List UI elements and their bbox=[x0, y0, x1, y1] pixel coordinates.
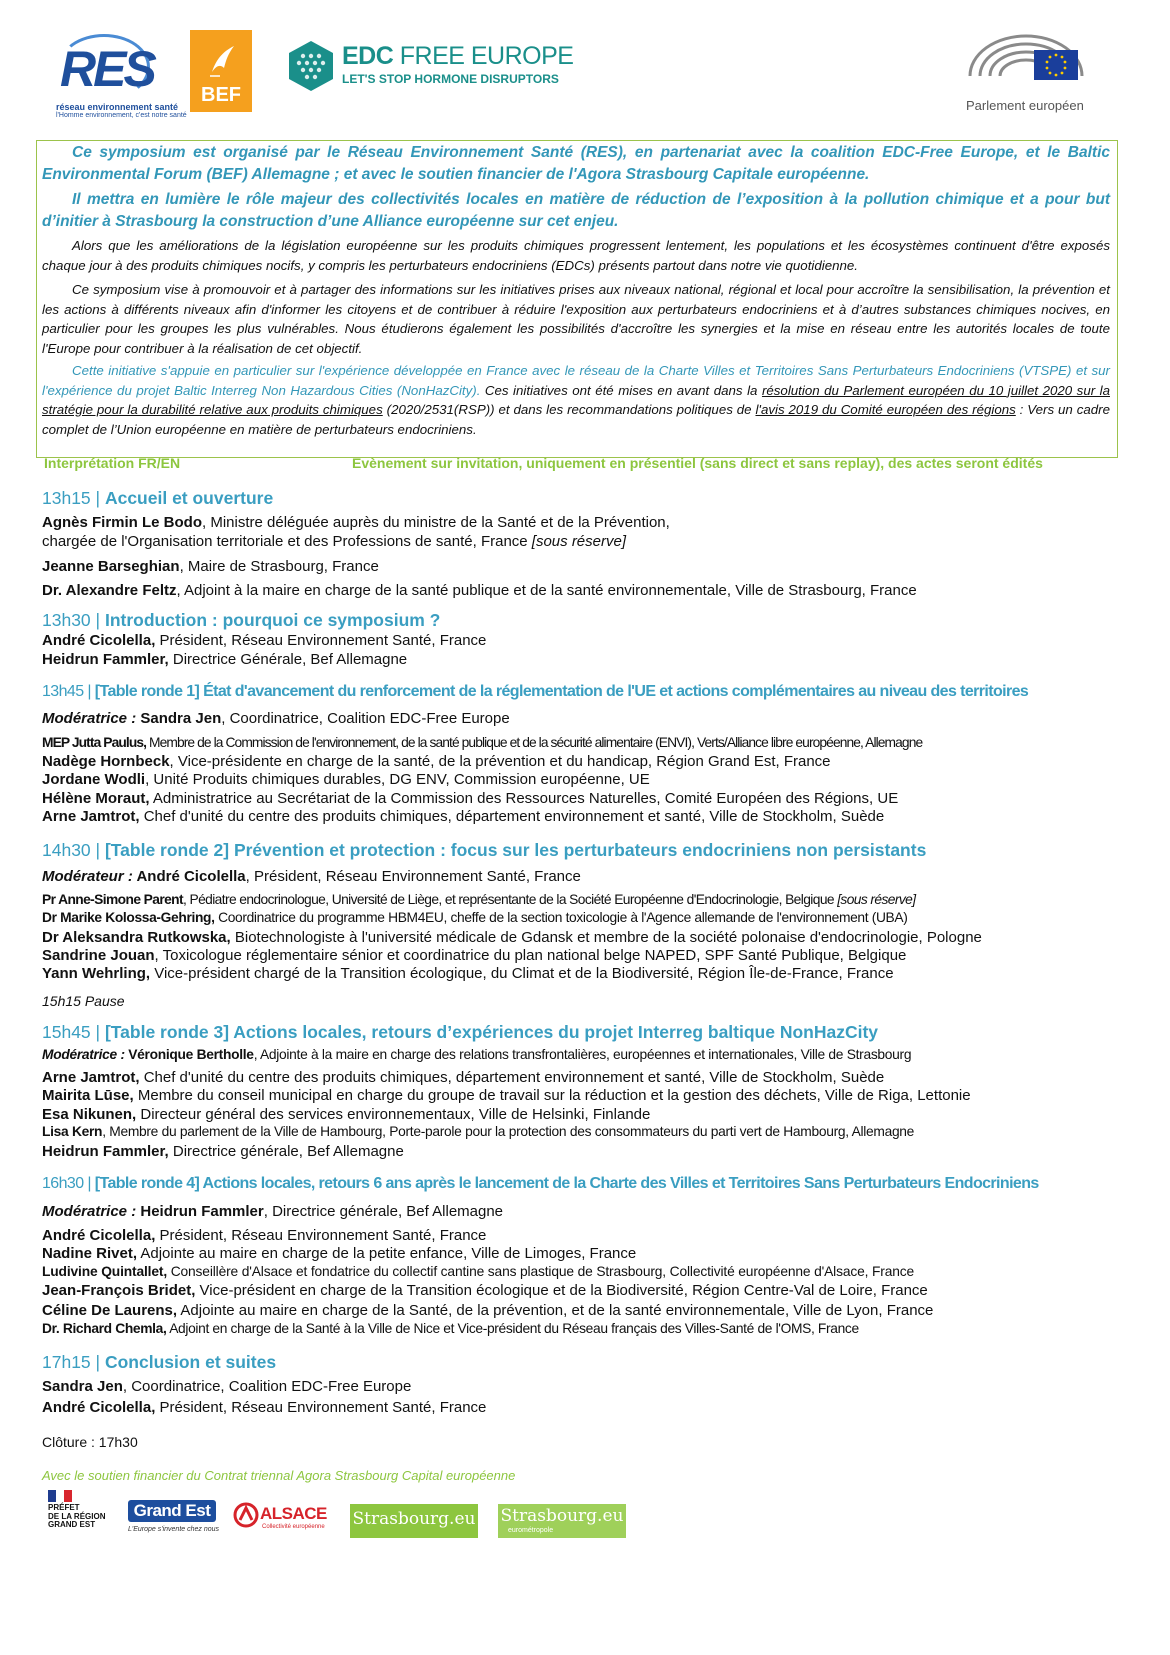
intro-paragraph-1: Ce symposium est organisé par le Réseau Environnement Santé (RES), en partenariat avec la coalition EDC-Free Europe, et le Baltic Environmental Forum (BEF) Allemagne ; et avec le soutien financier de l'Agora Strasbourg Capitale européenne. bbox=[42, 144, 1110, 183]
intro-paragraph-3: Alors que les améliorations de la législation européenne sur les produits chimiques progressent lentement, les populations et les écosystèmes continuent d'être exposés chaque jour à des produits chimiques nocifs, y compris les perturbateurs endocriniens (EDCs) présents partout dans notre vie quotidienne. bbox=[42, 238, 1110, 273]
support-note: Avec le soutien financier du Contrat triennal Agora Strasbourg Capital européenne bbox=[42, 1468, 516, 1483]
session-7-heading: 17h15 | Conclusion et suites bbox=[42, 1352, 277, 1372]
speaker-line: Arne Jamtrot, Chef d'unité du centre des produits chimiques, département environnement et santé, Ville de Stockholm, Suède bbox=[42, 1069, 885, 1086]
speaker-line: Dr Marike Kolossa-Gehring, Coordinatrice du programme HBM4EU, cheffe de la section toxicologie à l'Agence allemande de l'environnement (UBA) bbox=[42, 910, 908, 925]
parliament-hemicycle-icon bbox=[966, 26, 1086, 90]
speaker-line: Dr Aleksandra Rutkowska, Biotechnologiste à l'université médicale de Gdansk et membre de la société polonaise d'endocrinologie, Pologne bbox=[42, 929, 982, 946]
session-5-heading: 15h45 | [Table ronde 3] Actions locales, retours d’expériences du projet Interreg baltique NonHazCity bbox=[42, 1022, 879, 1042]
res-logo-tagline: l'Homme environnement, c'est notre santé bbox=[56, 112, 187, 119]
resolution-link[interactable]: résolution du Parlement européen du 10 juillet 2020 sur la stratégie pour la durabilité relative aux produits chimiques bbox=[42, 382, 1110, 417]
moderator-line: Modérateur : André Cicolella, Président, Réseau Environnement Santé, France bbox=[42, 868, 581, 885]
speaker-line: Céline De Laurens, Adjointe au maire en charge de la Santé, de la prévention, et de la santé environnementale, Ville de Lyon, France bbox=[42, 1302, 934, 1319]
speaker-line: chargée de l'Organisation territoriale et des Professions de santé, France [sous réserve] bbox=[42, 533, 627, 550]
speaker-line: Ludivine Quintallet, Conseillère d'Alsace et fondatrice du collectif cantine sans plastique de Strasbourg, Collectivité européenne d'Alsace, France bbox=[42, 1264, 915, 1279]
hexagon-icon bbox=[288, 40, 334, 92]
session-2-heading: 13h30 | Introduction : pourquoi ce symposium ? bbox=[42, 610, 441, 630]
speaker-line: Agnès Firmin Le Bodo, Ministre déléguée auprès du ministre de la Santé et de la Prévention, bbox=[42, 514, 670, 531]
speaker-line: André Cicolella, Président, Réseau Environnement Santé, France bbox=[42, 1399, 487, 1416]
strasbourg-logo bbox=[350, 1504, 478, 1538]
res-logo-letters: RES bbox=[60, 41, 154, 97]
prefet-line-3: GRAND EST bbox=[48, 1520, 96, 1529]
speaker-line: Jeanne Barseghian, Maire de Strasbourg, France bbox=[42, 558, 379, 575]
alsace-tagline: Collectivité européenne bbox=[262, 1524, 325, 1530]
speaker-line: Dr. Alexandre Feltz, Adjoint à la maire en charge de la santé publique et de la santé environnementale, Ville de Strasbourg, France bbox=[42, 582, 917, 599]
alsace-logo bbox=[232, 1502, 332, 1536]
french-flag-icon bbox=[48, 1490, 72, 1502]
session-1-heading: 13h15 | Accueil et ouverture bbox=[42, 488, 274, 508]
european-parliament-logo bbox=[960, 22, 1100, 118]
speaker-line: Lisa Kern, Membre du parlement de la Ville de Hambourg, Porte-parole pour la protection des consommateurs du parti vert de Hambourg, Allemagne bbox=[42, 1124, 915, 1139]
speaker-line: André Cicolella, Président, Réseau Environnement Santé, France bbox=[42, 632, 487, 649]
speaker-line: Mairita Lūse, Membre du conseil municipal en charge du groupe de travail sur la réduction et la gestion des déchets, Ville de Riga, Lettonie bbox=[42, 1087, 971, 1104]
moderator-line: Modératrice : Heidrun Fammler, Directrice générale, Bef Allemagne bbox=[42, 1203, 504, 1220]
speaker-line: Dr. Richard Chemla, Adjoint en charge de la Santé à la Ville de Nice et Vice-président du Réseau français des Villes-Santé de l'OMS, France bbox=[42, 1321, 859, 1336]
ep-logo-text: Parlement européen bbox=[966, 98, 1084, 113]
interpretation-note: Interprétation FR/EN bbox=[44, 455, 181, 471]
strasbourg-eurometropole-logo bbox=[498, 1504, 626, 1538]
speaker-line: Heidrun Fammler, Directrice générale, Bef Allemagne bbox=[42, 1143, 404, 1160]
moderator-line: Modératrice : Sandra Jen, Coordinatrice, Coalition EDC-Free Europe bbox=[42, 710, 510, 727]
edc-logo-tagline: LET'S STOP HORMONE DISRUPTORS bbox=[342, 72, 559, 86]
alsace-wordmark: ALSACE bbox=[260, 1504, 327, 1523]
session-4-heading: 14h30 | [Table ronde 2] Prévention et protection : focus sur les perturbateurs endocriniens non persistants bbox=[42, 840, 927, 860]
speaker-line: Yann Wehrling, Vice-président chargé de la Transition écologique, du Climat et de la Biodiversité, Région Île-de-France, France bbox=[42, 965, 894, 982]
speaker-line: Hélène Moraut, Administratrice au Secrétariat de la Commission des Ressources Naturelles, Comité Européen des Régions, UE bbox=[42, 790, 899, 807]
grand-est-tagline: L'Europe s'invente chez nous bbox=[128, 1526, 220, 1533]
event-note: Evènement sur invitation, uniquement en présentiel (sans direct et sans replay), des actes seront édités bbox=[352, 455, 1043, 471]
speaker-line: Nadine Rivet, Adjointe au maire en charge de la petite enfance, Ville de Limoges, France bbox=[42, 1245, 637, 1262]
pause-note: 15h15 Pause bbox=[42, 993, 125, 1009]
intro-paragraph-2: Il mettra en lumière le rôle majeur des collectivités locales en matière de réduction de l’exposition à la pollution chimique et a pour but d’initier à Strasbourg la construction d’une Alliance européenne sur cet enjeu. bbox=[42, 191, 1110, 230]
edc-free-europe-logo bbox=[288, 40, 574, 94]
strasbourg-wordmark: Strasbourg.eu bbox=[352, 1509, 476, 1529]
intro-paragraph-5: Cette initiative s'appuie en particulier sur l'expérience développée en France avec le réseau de la Charte Villes et Territoires Sans Perturbateurs Endocriniens (VTSPE) et sur l'expérience du projet Baltic Interreg Non Hazardous Cities (NonHazCity). Ces initiatives ont été mises en avant dans la résolution du Parlement européen du 10 juillet 2020 sur la stratégie pour la durabilité relative aux produits chimiques (2020/2531(RSP)) et dans les recommandations politiques de l'avis 2019 du Comité européen des régions : Vers un cadre complet de l’Union européenne en matière de perturbateurs endocriniens. bbox=[42, 363, 1110, 437]
speaker-line: Heidrun Fammler, Directrice Générale, Bef Allemagne bbox=[42, 651, 408, 668]
strasbourg-eurometropole-wordmark: Strasbourg.eu bbox=[500, 1506, 624, 1526]
session-3-heading: 13h45 | [Table ronde 1] État d'avancement du renforcement de la réglementation de l'UE et actions complémentaires au niveau des territoires bbox=[42, 683, 1029, 700]
grand-est-wordmark: Grand Est bbox=[128, 1500, 216, 1522]
res-logo bbox=[52, 26, 187, 119]
speaker-line: Arne Jamtrot, Chef d'unité du centre des produits chimiques, département environnement et santé, Ville de Stockholm, Suède bbox=[42, 808, 885, 825]
speaker-line: Pr Anne-Simone Parent, Pédiatre endocrinologue, Université de Liège, et représentante de la Société Européenne d'Endocrinologie, Belgique [sous réserve] bbox=[42, 892, 916, 907]
edc-logo-title: EDC FREE EUROPE bbox=[342, 42, 574, 70]
speaker-line: MEP Jutta Paulus, Membre de la Commission de l'environnement, de la santé publique et de la sécurité alimentaire (ENVI), Verts/Alliance libre européenne, Allemagne bbox=[42, 735, 923, 750]
moderator-line: Modératrice : Véronique Bertholle, Adjointe à la maire en charge des relations transfrontalières, européennes et internationales, Ville de Strasbourg bbox=[42, 1047, 912, 1062]
prefet-line-2: DE LA RÉGION bbox=[48, 1511, 106, 1521]
res-logo-caption: réseau environnement santé bbox=[56, 102, 179, 112]
speaker-line: Sandra Jen, Coordinatrice, Coalition EDC-Free Europe bbox=[42, 1378, 412, 1395]
prefet-line-1: PRÉFET bbox=[48, 1503, 80, 1512]
grand-est-logo bbox=[128, 1500, 220, 1538]
closing-note: Clôture : 17h30 bbox=[42, 1434, 138, 1450]
alsace-emblem-icon bbox=[232, 1502, 260, 1528]
prefet-grand-est-logo bbox=[46, 1490, 112, 1550]
intro-paragraph-4: Ce symposium vise à promouvoir et à partager des informations sur les initiatives prises aux niveaux national, régional et local pour accroître la sensibilisation, la prévention et les actions à différents niveaux afin d'informer les citoyens et de contribuer à réduire l'exposition aux perturbateurs endocriniens et à d’autres substances chimiques nocives, en particulier pour les groupes les plus vulnérables. Nous étudierons également les possibilités d'accroître les synergies et la mise en réseau entre les autorités locales de toute l'Europe pour contribuer à la réalisation de cet objectif. bbox=[42, 282, 1110, 356]
bef-logo-text: BEF bbox=[201, 84, 241, 106]
speaker-line: Esa Nikunen, Directeur général des services environnementaux, Ville de Helsinki, Finlande bbox=[42, 1106, 651, 1123]
bird-icon bbox=[206, 42, 236, 78]
speaker-line: Jean-François Bridet, Vice-président en charge de la Transition écologique et de la Biodiversité, Région Centre-Val de Loire, France bbox=[42, 1282, 928, 1299]
eurometropole-tagline: eurométropole bbox=[508, 1527, 554, 1534]
bef-logo bbox=[190, 30, 252, 112]
committee-opinion-link[interactable]: l'avis 2019 du Comité européen des régions bbox=[755, 402, 1016, 417]
speaker-line: Jordane Wodli, Unité Produits chimiques durables, DG ENV, Commission européenne, UE bbox=[42, 771, 650, 788]
speaker-line: Sandrine Jouan, Toxicologue réglementaire sénior et coordinatrice du plan national belge NAPED, SPF Santé Publique, Belgique bbox=[42, 947, 907, 964]
speaker-line: André Cicolella, Président, Réseau Environnement Santé, France bbox=[42, 1227, 487, 1244]
session-6-heading: 16h30 | [Table ronde 4] Actions locales, retours 6 ans après le lancement de la Charte des Villes et Territoires Sans Perturbateurs Endocriniens bbox=[42, 1175, 1039, 1192]
speaker-line: Nadège Hornbeck, Vice-présidente en charge de la santé, de la prévention et du handicap, Région Grand Est, France bbox=[42, 753, 831, 770]
